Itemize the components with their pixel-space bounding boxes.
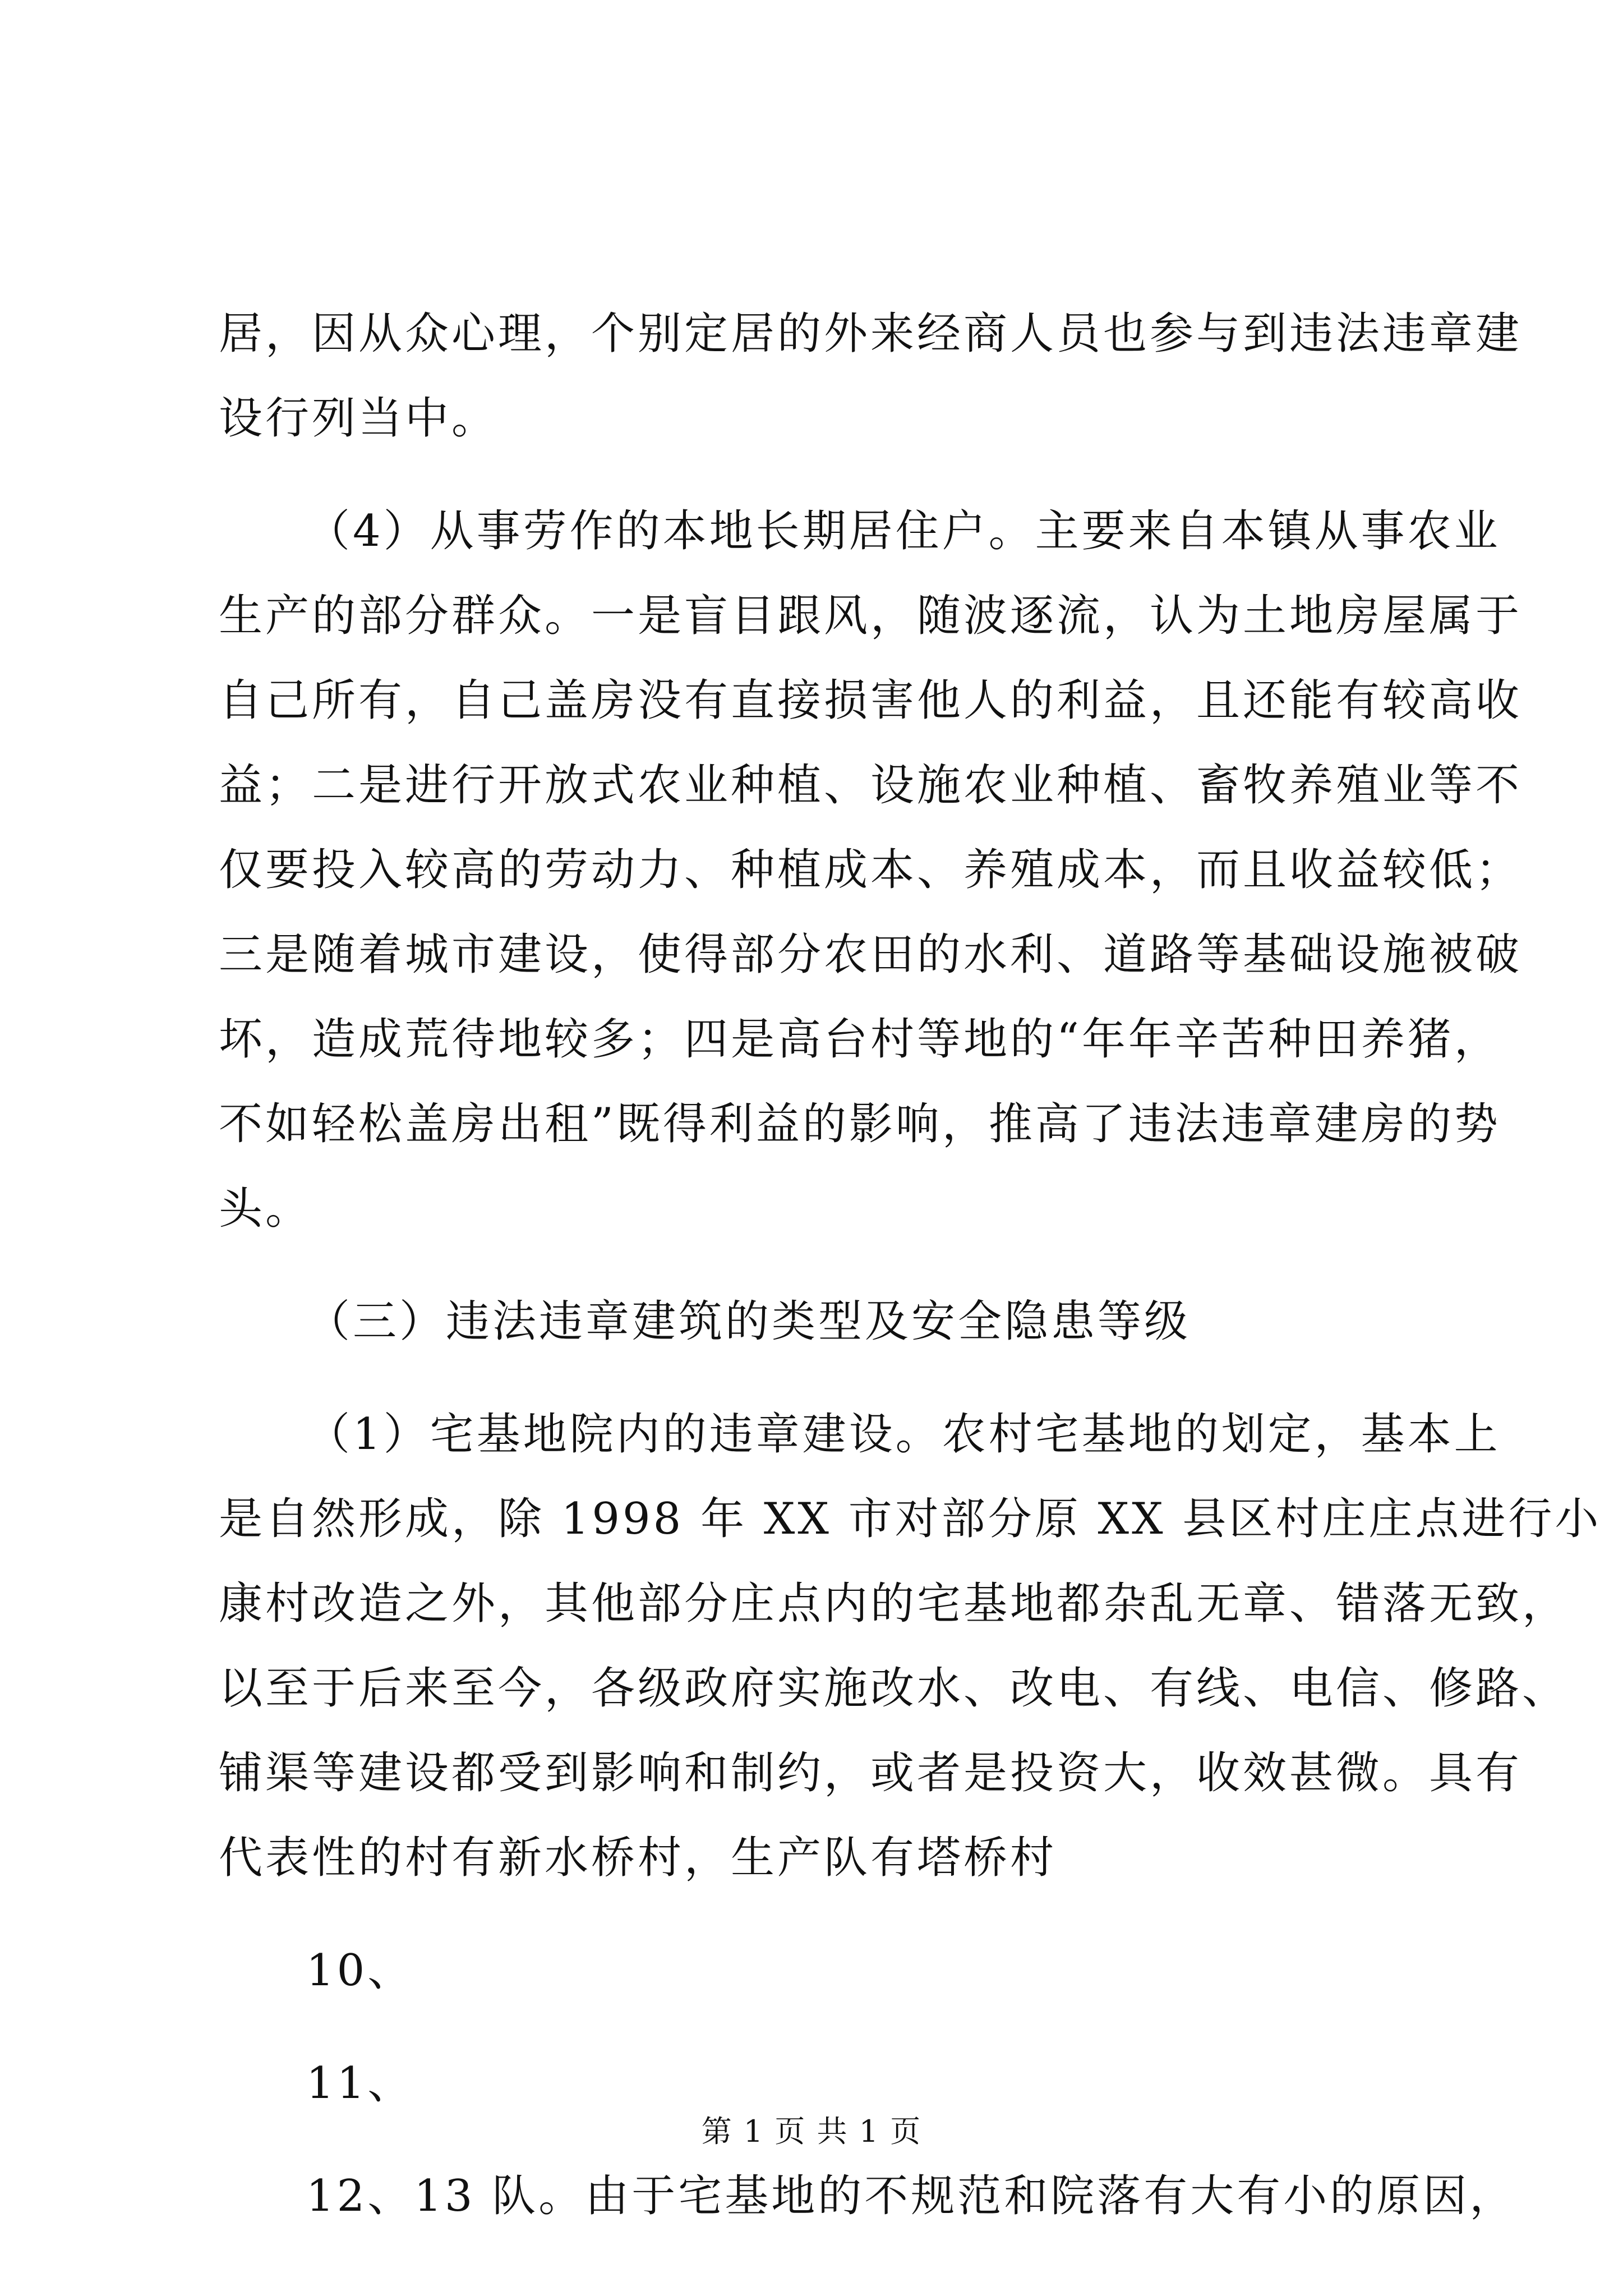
text-line: 铺渠等建设都受到影响和制约，或者是投资大，收效甚微。具有 (219, 1748, 1523, 1798)
text-line: 三是随着城市建设，使得部分农田的水利、道路等基础设施被破 (219, 930, 1523, 980)
text-line: 以至于后来至今，各级政府实施改水、改电、有线、电信、修路、 (219, 1663, 1569, 1714)
text-line: 头。 (219, 1184, 312, 1234)
text-line: 代表性的村有新水桥村，生产队有塔桥村 (219, 1833, 1057, 1883)
list-item: 12、13 队。由于宅基地的不规范和院落有大有小的原因， (306, 2171, 1516, 2221)
section-heading: （三）违法违章建筑的类型及安全隐患等级 (306, 1296, 1191, 1347)
text-line: 仅要投入较高的劳动力、种植成本、养殖成本，而且收益较低； (219, 845, 1523, 895)
text-line: 自己所有，自己盖房没有直接损害他人的利益，且还能有较高收 (219, 675, 1523, 726)
text-line: 是自然形成，除 1998 年 XX 市对部分原 XX 县区村庄庄点进行小 (219, 1494, 1602, 1544)
paragraph-start-line: （1）宅基地院内的违章建设。农村宅基地的划定，基本上 (306, 1409, 1501, 1460)
page-number-label: 第 1 页 共 1 页 (701, 2114, 922, 2149)
page-footer (0, 2109, 1623, 2154)
text-line: 生产的部分群众。一是盲目跟风，随波逐流，认为土地房屋属于 (219, 591, 1523, 641)
text-line: 不如轻松盖房出租”既得利益的影响，推高了违法违章建房的势 (219, 1099, 1501, 1149)
list-item: 11、 (306, 2058, 414, 2109)
list-item: 10、 (306, 1945, 414, 1996)
text-line: 坏，造成荒待地较多；四是高台村等地的“年年辛苦种田养猪， (219, 1014, 1501, 1065)
text-line: 居，因从众心理，个别定居的外来经商人员也参与到违法违章建 (219, 309, 1523, 359)
text-line: 设行列当中。 (219, 393, 499, 444)
document-body (219, 292, 1602, 2239)
paragraph-start-line: （4）从事劳作的本地长期居住户。主要来自本镇从事农业 (306, 506, 1501, 556)
text-line: 康村改造之外，其他部分庄点内的宅基地都杂乱无章、错落无致， (219, 1579, 1569, 1629)
text-line: 益；二是进行开放式农业种植、设施农业种植、畜牧养殖业等不 (219, 760, 1523, 811)
